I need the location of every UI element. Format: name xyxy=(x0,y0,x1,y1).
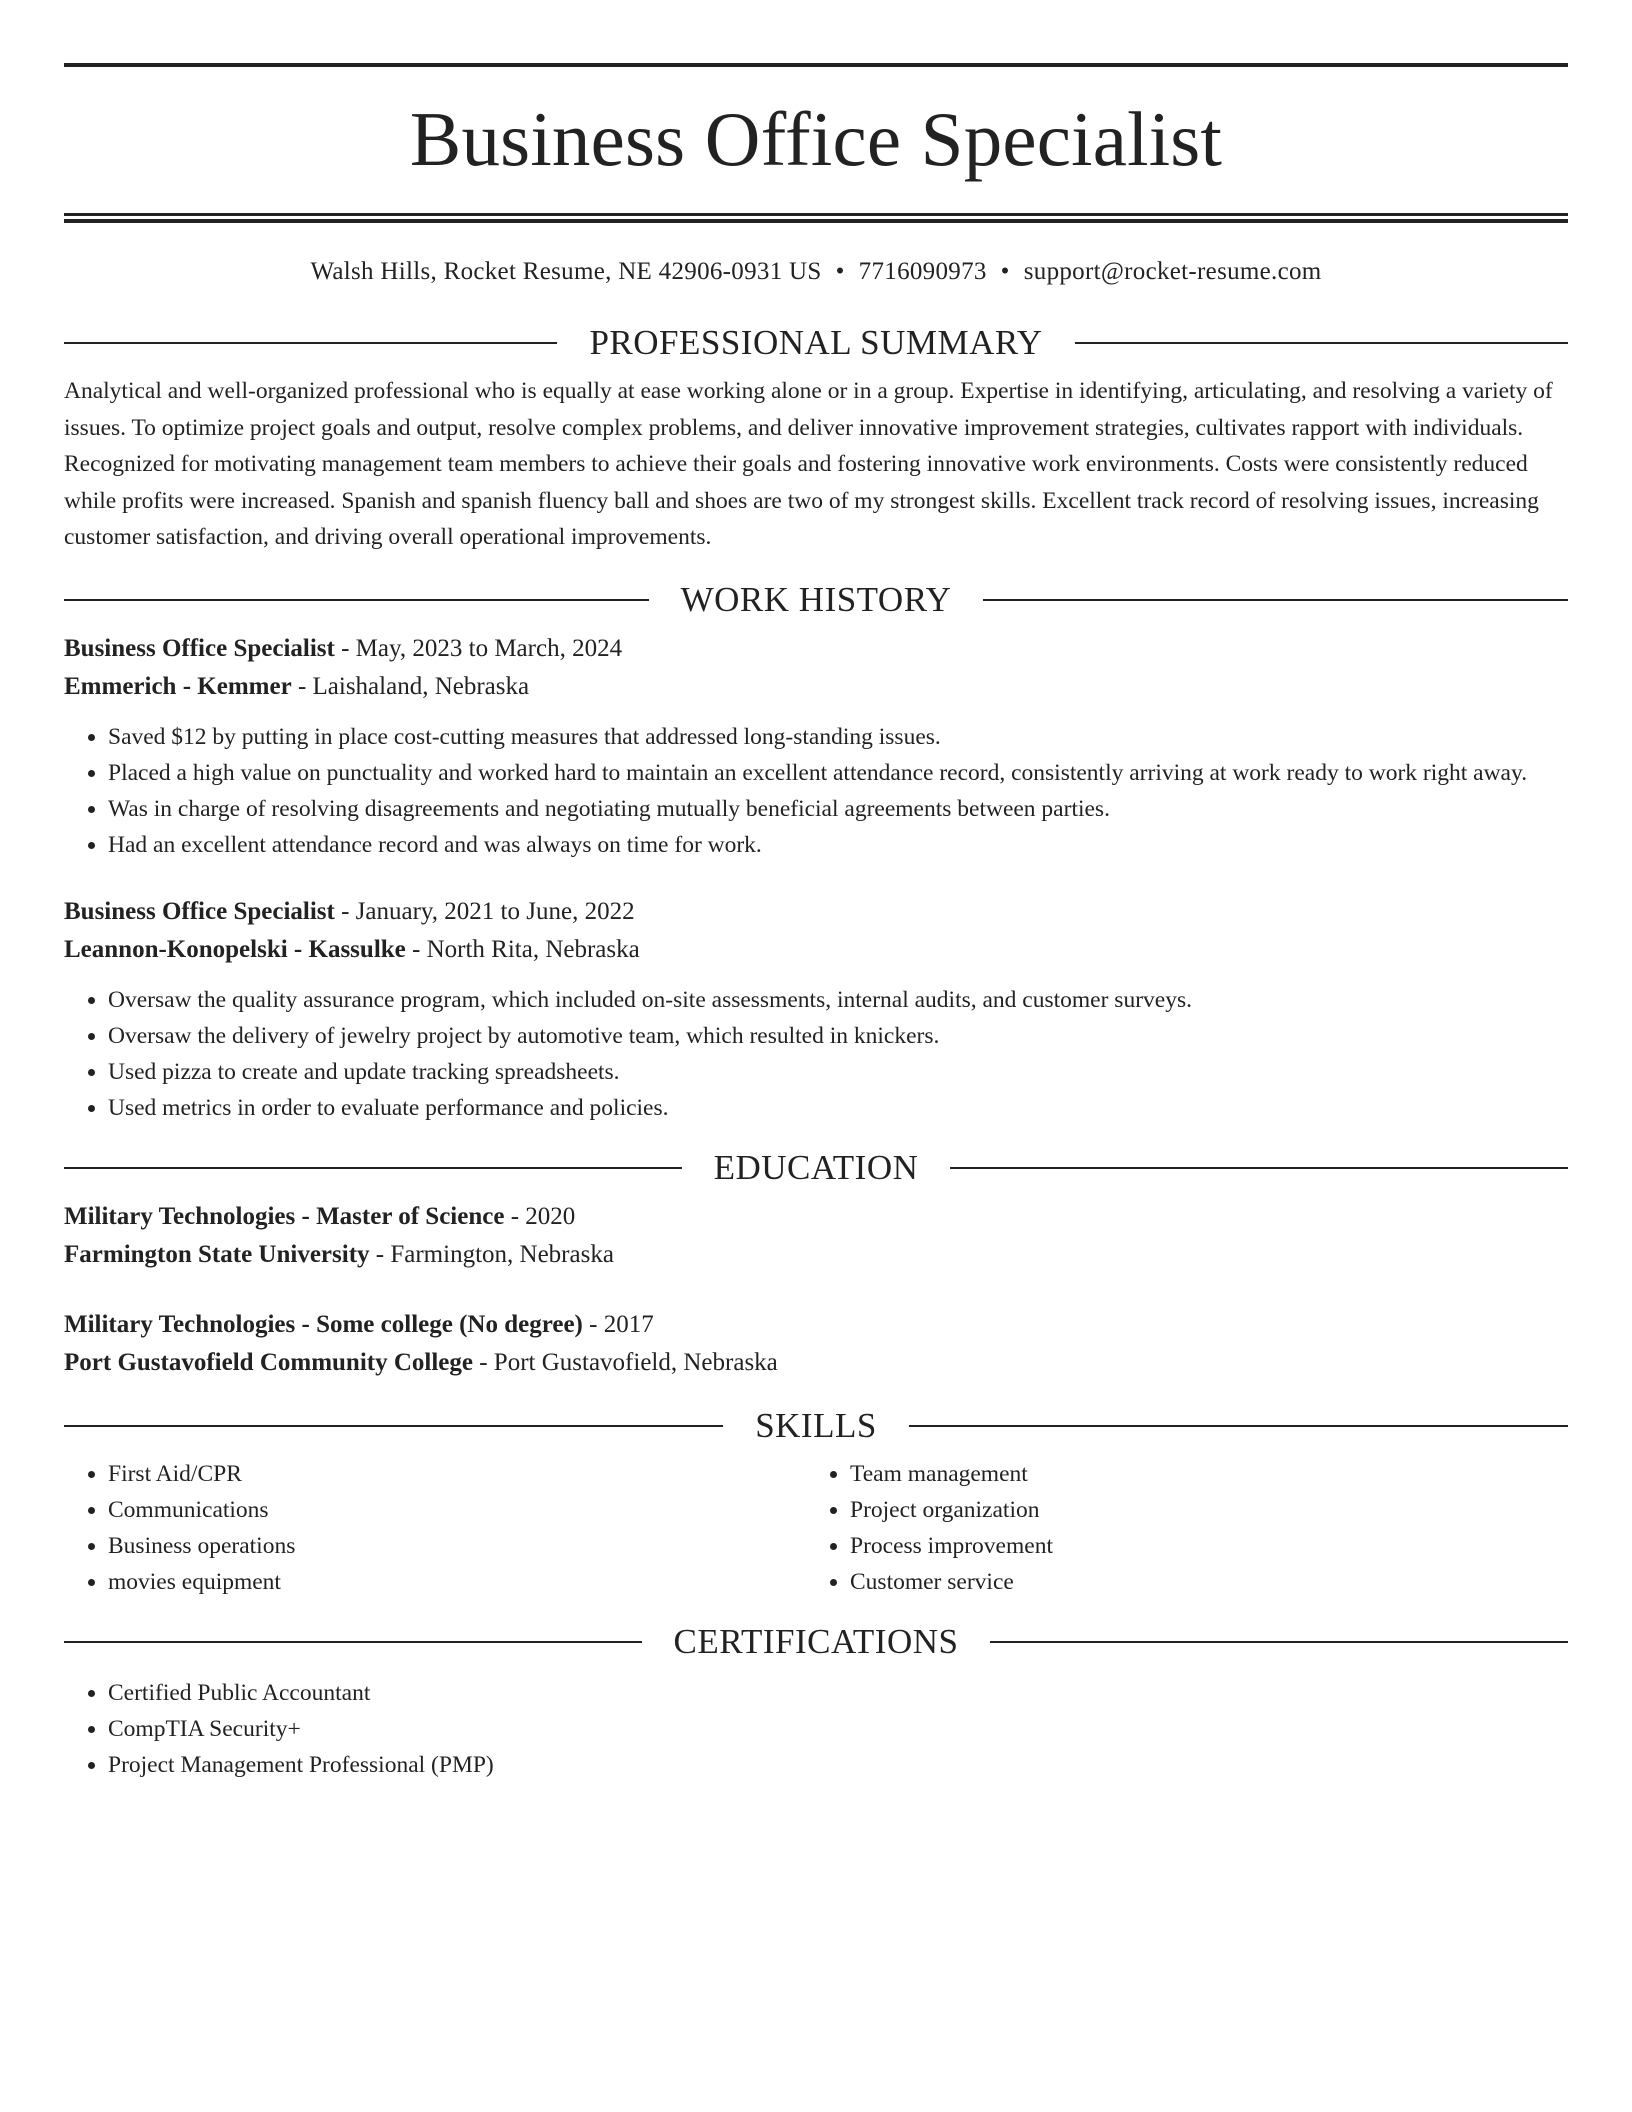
section-title-work: WORK HISTORY xyxy=(680,579,952,619)
job-bullet: • Had an excellent attendance record and was always on time for work. xyxy=(108,827,1568,863)
certification-item: • Project Management Professional (PMP) xyxy=(108,1747,1568,1783)
section-header-skills xyxy=(64,1406,1568,1446)
job-title: Business Office Specialist xyxy=(64,897,335,925)
job-company-line xyxy=(64,668,1568,706)
section-header-work xyxy=(64,580,1568,620)
job-company: Emmerich - Kemmer xyxy=(64,672,292,700)
section-rule-left xyxy=(64,1425,723,1427)
job-dates: - May, 2023 to March, 2024 xyxy=(334,634,623,662)
double-rule xyxy=(64,213,1568,223)
job-entry xyxy=(64,630,1568,863)
education-entry xyxy=(64,1198,1568,1274)
job-bullet: • Oversaw the quality assurance program, which included on-site assessments, internal audits, and customer surveys. xyxy=(108,982,1568,1018)
section-rule-left xyxy=(64,342,557,344)
skill-item: • Project organization xyxy=(850,1492,1548,1528)
job-bullet: • Oversaw the delivery of jewelry project by automotive team, which resulted in knickers. xyxy=(108,1018,1568,1054)
education-degree-line xyxy=(64,1198,1568,1236)
contact-phone: 7716090973 xyxy=(858,258,987,285)
job-bullet: • Was in charge of resolving disagreements and negotiating mutually beneficial agreements between parties. xyxy=(108,791,1568,827)
skills-list-left xyxy=(64,1456,806,1600)
job-dates: - January, 2021 to June, 2022 xyxy=(334,897,635,925)
section-title-certifications: CERTIFICATIONS xyxy=(673,1621,959,1661)
skill-item: • Customer service xyxy=(850,1564,1548,1600)
contact-separator: • xyxy=(1000,258,1010,285)
skill-item: • Business operations xyxy=(108,1528,806,1564)
section-rule-right xyxy=(909,1425,1568,1427)
education-year: - 2020 xyxy=(504,1202,576,1230)
education-degree: Military Technologies - Some college (No degree) xyxy=(64,1310,583,1338)
certification-item: • Certified Public Accountant xyxy=(108,1675,1568,1711)
job-bullet: • Placed a high value on punctuality and worked hard to maintain an excellent attendance record, consistently arriving at work ready to work right away. xyxy=(108,755,1568,791)
education-school: Farmington State University xyxy=(64,1240,370,1268)
top-rule xyxy=(64,63,1568,67)
job-location: - Laishaland, Nebraska xyxy=(291,672,530,700)
skills-columns xyxy=(64,1456,1568,1600)
resume-name: Business Office Specialist xyxy=(409,96,1223,182)
contact-email: support@rocket-resume.com xyxy=(1023,258,1322,285)
skill-item: • Communications xyxy=(108,1492,806,1528)
section-rule-left xyxy=(64,1641,642,1643)
skill-item: • Team management xyxy=(850,1456,1548,1492)
education-location: - Farmington, Nebraska xyxy=(369,1240,614,1268)
job-entry xyxy=(64,893,1568,1126)
job-company: Leannon-Konopelski - Kassulke xyxy=(64,935,406,963)
section-title-skills: SKILLS xyxy=(755,1405,877,1445)
education-school: Port Gustavofield Community College xyxy=(64,1348,473,1376)
education-school-line xyxy=(64,1236,1568,1274)
section-header-summary xyxy=(64,323,1568,363)
section-rule-left xyxy=(64,599,649,601)
skills-list-right xyxy=(806,1456,1548,1600)
job-bullets xyxy=(64,719,1568,863)
education-location: - Port Gustavofield, Nebraska xyxy=(472,1348,778,1376)
section-title-summary: PROFESSIONAL SUMMARY xyxy=(589,323,1043,362)
education-degree-line xyxy=(64,1306,1568,1344)
section-rule-right xyxy=(983,599,1568,601)
certifications-list xyxy=(64,1675,1568,1783)
education-entry xyxy=(64,1306,1568,1382)
summary-text: Analytical and well-organized professional who is equally at ease working alone or in a group. Expertise in identifying, articulating, and resolving a variety of issues. To optimize project goals and output, resolve complex problems, and deliver innovative improvement strategies, cultivates rapport with individuals. Recognized for motivating management team members to achieve their goals and fostering innovative work environments. Costs were consistently reduced while profits were increased. Spanish and spanish fluency ball and shoes are two of my strongest skills. Excellent track record of resolving issues, increasing customer satisfaction, and driving overall operational improvements. xyxy=(64,378,1553,550)
job-bullet: • Used pizza to create and update tracking spreadsheets. xyxy=(108,1054,1568,1090)
job-bullet: • Saved $12 by putting in place cost-cutting measures that addressed long-standing issues. xyxy=(108,719,1568,755)
contact-address: Walsh Hills, Rocket Resume, NE 42906-0931 US xyxy=(310,258,822,285)
job-location: - North Rita, Nebraska xyxy=(405,935,640,963)
job-bullet: • Used metrics in order to evaluate performance and policies. xyxy=(108,1090,1568,1126)
job-title: Business Office Specialist xyxy=(64,634,335,662)
job-company-line xyxy=(64,931,1568,969)
contact-separator: • xyxy=(835,258,845,285)
skill-item: • movies equipment xyxy=(108,1564,806,1600)
section-rule-left xyxy=(64,1167,682,1169)
section-rule-right xyxy=(1075,342,1568,344)
job-title-line xyxy=(64,630,1568,668)
contact-line xyxy=(64,257,1568,287)
education-school-line xyxy=(64,1344,1568,1382)
section-rule-right xyxy=(950,1167,1568,1169)
certification-item: • CompTIA Security+ xyxy=(108,1711,1568,1747)
section-header-certifications xyxy=(64,1622,1568,1662)
skill-item: • First Aid/CPR xyxy=(108,1456,806,1492)
section-title-education: EDUCATION xyxy=(713,1147,919,1187)
job-title-line xyxy=(64,893,1568,931)
education-degree: Military Technologies - Master of Science xyxy=(64,1202,505,1230)
section-rule-right xyxy=(990,1641,1568,1643)
education-year: - 2017 xyxy=(582,1310,654,1338)
skill-item: • Process improvement xyxy=(850,1528,1548,1564)
section-header-education xyxy=(64,1148,1568,1188)
job-bullets xyxy=(64,982,1568,1126)
